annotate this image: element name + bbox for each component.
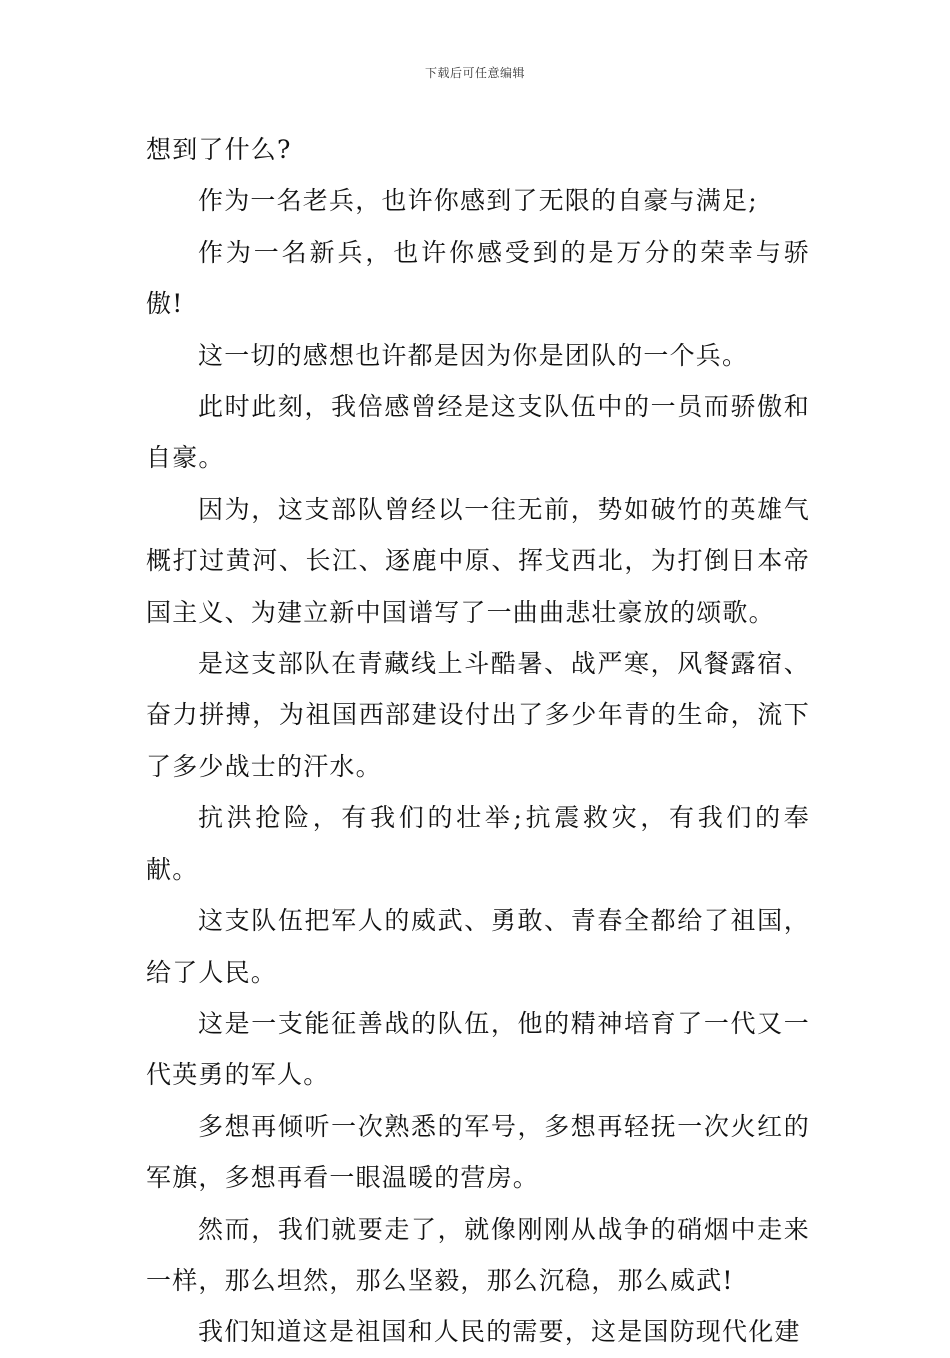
paragraph: 这支队伍把军人的威武、勇敢、青春全都给了祖国，给了人民。 [146, 906, 810, 987]
paragraph: 然而，我们就要走了，就像刚刚从战争的硝烟中走来一样，那么坦然，那么坚毅，那么沉稳，那么威武! [146, 1214, 810, 1295]
paragraph: 这是一支能征善战的队伍，他的精神培育了一代又一代英勇的军人。 [146, 1008, 810, 1090]
paragraph: 这一切的感想也许都是因为你是团队的一个兵。 [198, 340, 749, 370]
document-body [146, 124, 810, 1358]
paragraph: 因为，这支部队曾经以一往无前，势如破竹的英雄气概打过黄河、长江、逐鹿中原、挥戈西北，为打倒日本帝国主义、为建立新中国谱写了一曲曲悲壮豪放的颂歌。 [146, 494, 810, 627]
page-header: 下载后可任意编辑 [424, 66, 525, 80]
paragraph: 想到了什么? [146, 135, 292, 164]
paragraph: 作为一名老兵，也许你感到了无限的自豪与满足; [198, 186, 758, 216]
paragraph: 抗洪抢险，有我们的壮举;抗震救灾，有我们的奉献。 [146, 803, 810, 884]
paragraph: 此时此刻，我倍感曾经是这支队伍中的一员而骄傲和自豪。 [146, 392, 810, 473]
paragraph: 我们知道这是祖国和人民的需要，这是国防现代化建 [198, 1317, 801, 1347]
paragraph: 多想再倾听一次熟悉的军号，多想再轻抚一次火红的军旗，多想再看一眼温暖的营房。 [146, 1111, 810, 1193]
paragraph: 作为一名新兵，也许你感受到的是万分的荣幸与骄傲! [146, 237, 810, 319]
paragraph: 是这支部队在青藏线上斗酷暑、战严寒，风餐露宿、奋力拼搏，为祖国西部建设付出了多少年青的生命，流下了多少战士的汗水。 [146, 649, 810, 781]
